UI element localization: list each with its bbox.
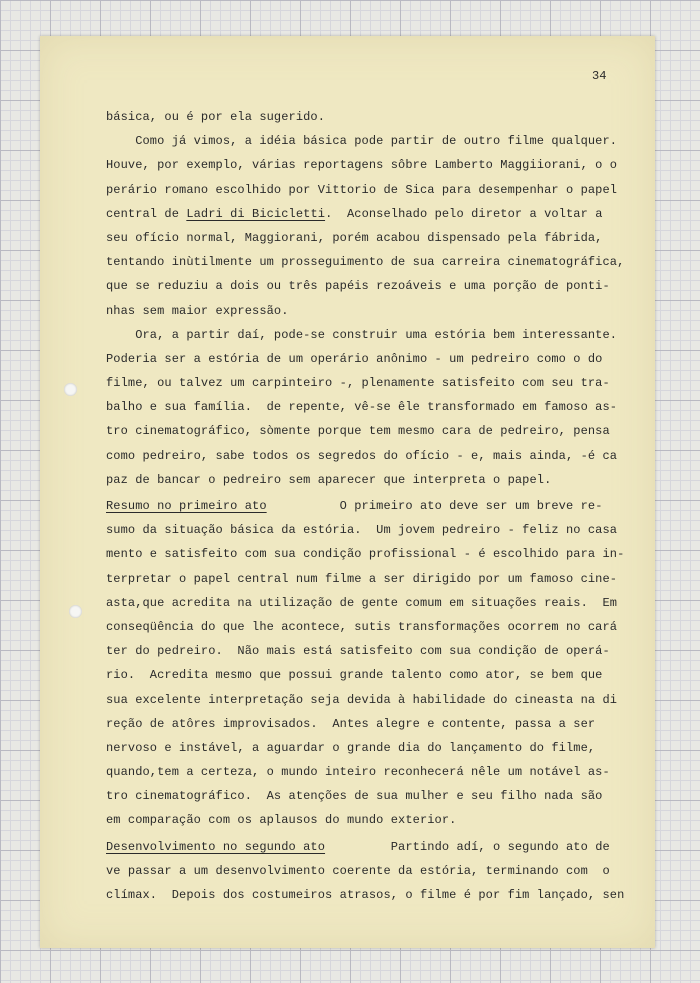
text-line xyxy=(106,591,626,615)
underlined-text: Ladri di Bicicletti xyxy=(186,206,326,221)
line-text-continued: . Aconselhado pelo diretor a voltar a xyxy=(325,206,603,221)
line-text: balho e sua família. de repente, vê-se êle transformado em famoso as- xyxy=(106,400,618,415)
text-line xyxy=(106,468,626,492)
typed-text-body xyxy=(106,105,626,907)
line-text: sua excelente interpretação seja devida à habilidade do cineasta na di xyxy=(106,692,618,707)
text-line xyxy=(106,444,626,468)
line-text: asta,que acredita na utilização de gente comum em situações reais. Em xyxy=(106,595,618,610)
line-text: seu ofício normal, Maggiorani, porém acabou dispensado pela fábrida, xyxy=(106,230,603,245)
text-line xyxy=(106,639,626,663)
line-text: ter do pedreiro. Não mais está satisfeito com sua condição de operá- xyxy=(106,644,610,659)
text-line xyxy=(106,250,626,274)
line-text: nervoso e instável, a aguardar o grande dia do lançamento do filme, xyxy=(106,740,596,755)
punch-hole-top xyxy=(64,383,77,396)
line-text: ve passar a um desenvolvimento coerente da estória, terminando com o xyxy=(106,863,610,878)
line-text-continued: O primeiro ato deve ser um breve re- xyxy=(266,499,603,513)
text-line xyxy=(106,784,626,808)
line-text: tro cinematográfico. As atenções de sua mulher e seu filho nada são xyxy=(106,789,603,804)
text-line xyxy=(106,663,626,687)
underlined-text: Resumo no primeiro ato xyxy=(106,499,267,513)
text-line xyxy=(106,226,626,250)
line-text-continued: Partindo adí, o segundo ato de xyxy=(325,839,610,854)
text-line xyxy=(106,542,626,566)
line-text: Poderia ser a estória de um operário anônimo - um pedreiro como o do xyxy=(106,351,603,366)
line-text: quando,tem a certeza, o mundo inteiro reconhecerá nêle um notável as- xyxy=(106,765,610,780)
text-line xyxy=(106,808,626,832)
line-text: tentando inùtilmente um prosseguimento de sua carreira cinematográfica, xyxy=(106,255,625,270)
text-line xyxy=(106,518,626,542)
text-line xyxy=(106,395,626,419)
line-text: central de xyxy=(106,206,187,221)
line-text: tro cinematográfico, sòmente porque tem mesmo cara de pedreiro, pensa xyxy=(106,424,610,439)
text-line xyxy=(106,835,626,859)
text-line xyxy=(106,347,626,371)
line-text: rio. Acredita mesmo que possui grande talento como ator, se bem que xyxy=(106,668,603,683)
text-line xyxy=(106,371,626,395)
line-text: paz de bancar o pedreiro sem aparecer que interpreta o papel. xyxy=(106,472,552,487)
page-number: 34 xyxy=(592,69,607,83)
text-line xyxy=(106,299,626,323)
text-line xyxy=(106,712,626,736)
text-line xyxy=(106,567,626,591)
line-text: Como já vimos, a idéia básica pode partir de outro filme qualquer. xyxy=(106,134,618,149)
line-text: como pedreiro, sabe todos os segredos do ofício - e, mais ainda, -é ca xyxy=(106,448,618,463)
punch-hole-bottom xyxy=(69,605,82,618)
typewritten-page xyxy=(40,36,655,948)
line-text: básica, ou é por ela sugerido. xyxy=(106,110,326,124)
text-line xyxy=(106,274,626,298)
text-line xyxy=(106,883,626,907)
underlined-text: Desenvolvimento no segundo ato xyxy=(106,839,326,854)
line-text: filme, ou talvez um carpinteiro -, plenamente satisfeito com seu tra- xyxy=(106,376,610,391)
line-text: nhas sem maior expressão. xyxy=(106,303,289,318)
line-text: que se reduziu a dois ou três papéis rezoáveis e uma porção de ponti- xyxy=(106,279,610,294)
line-text: conseqüência do que lhe acontece, sutis transformações ocorrem no cará xyxy=(106,619,618,634)
text-line xyxy=(106,323,626,347)
text-line xyxy=(106,736,626,760)
text-line xyxy=(106,202,626,226)
text-line xyxy=(106,688,626,712)
line-text: perário romano escolhido por Vittorio de Sica para desempenhar o papel xyxy=(106,182,618,197)
line-text: mento e satisfeito com sua condição profissional - é escolhido para in- xyxy=(106,547,625,562)
text-line xyxy=(106,615,626,639)
line-text: terpretar o papel central num filme a ser dirigido por um famoso cine- xyxy=(106,571,618,586)
line-text: Ora, a partir daí, pode-se construir uma estória bem interessante. xyxy=(106,327,618,342)
text-line xyxy=(106,153,626,177)
line-text: sumo da situação básica da estória. Um jovem pedreiro - feliz no casa xyxy=(106,523,618,538)
line-text: reção de atôres improvisados. Antes alegre e contente, passa a ser xyxy=(106,716,596,731)
line-text: em comparação com os aplausos do mundo exterior. xyxy=(106,813,457,828)
text-line xyxy=(106,494,626,518)
text-line xyxy=(106,760,626,784)
text-line xyxy=(106,105,626,129)
text-line xyxy=(106,178,626,202)
text-line xyxy=(106,129,626,153)
text-line xyxy=(106,859,626,883)
line-text: clímax. Depois dos costumeiros atrasos, o filme é por fim lançado, sen xyxy=(106,888,625,902)
line-text: Houve, por exemplo, várias reportagens sôbre Lamberto Maggiiorani, o o xyxy=(106,158,618,173)
text-line xyxy=(106,419,626,443)
